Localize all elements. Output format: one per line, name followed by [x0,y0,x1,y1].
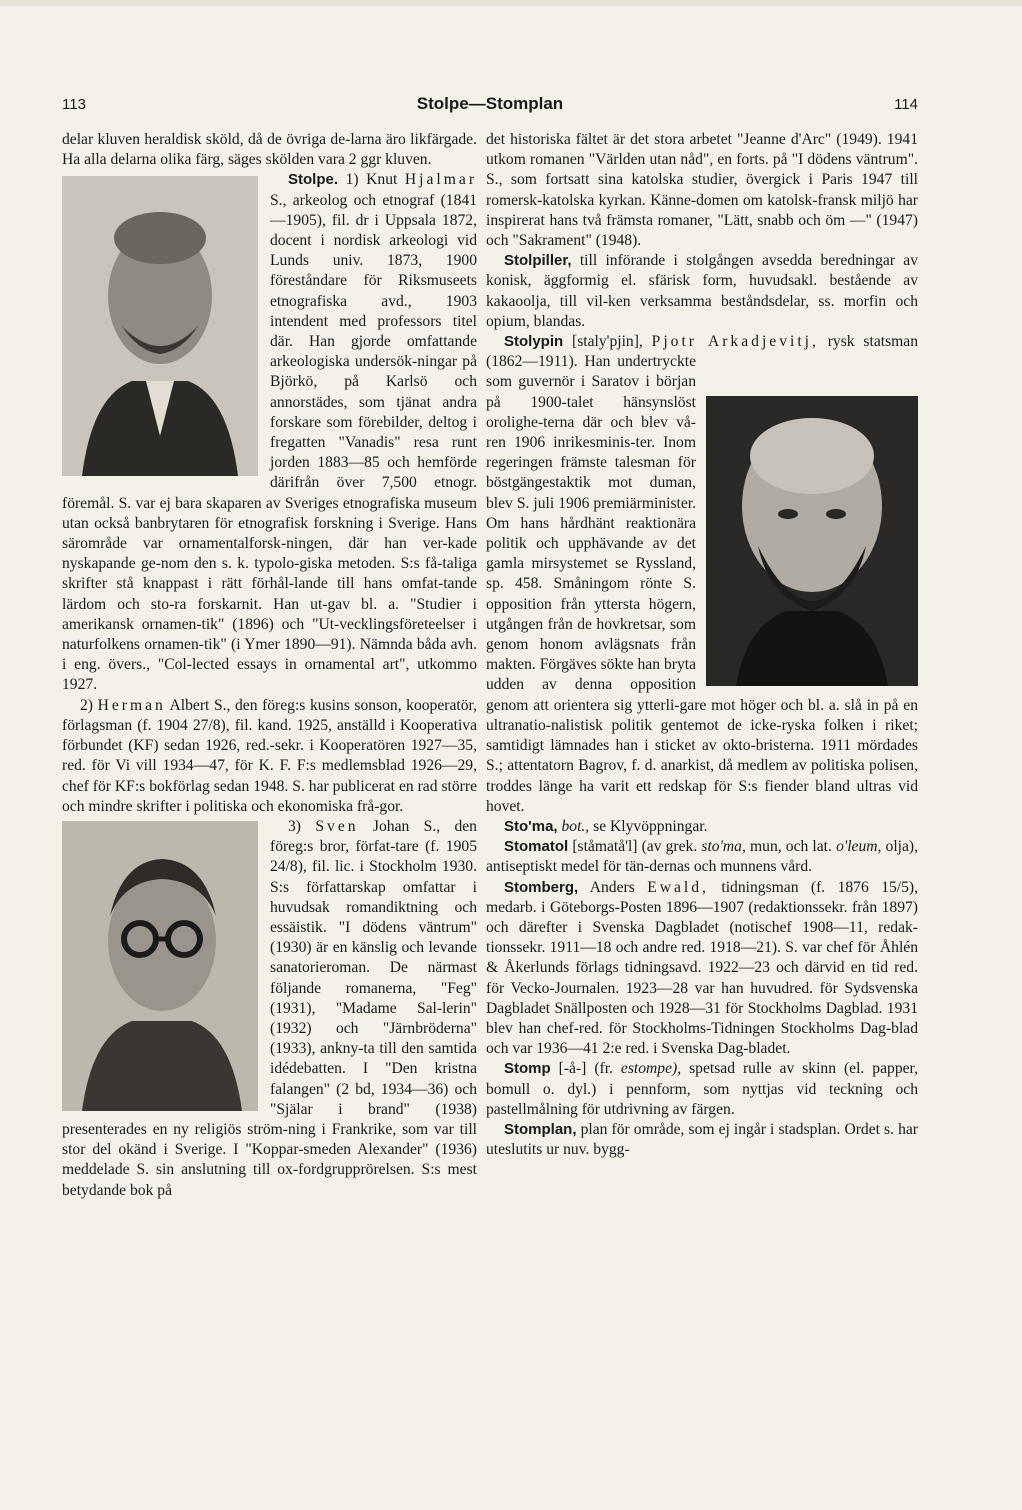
portrait-sven-stolpe [62,821,258,1111]
portrait-stolypin [706,396,918,686]
entry-stolpe-sven: 3) Sven Johan S., den föreg:s bror, förfat-tare (f. 1905 24/8), fil. lic. i Stockholm 1930. S:s författarskap omfattar i huvudsak romandiktning och essäistik. "I dödens väntrum" (1930) är en känslig och levande sanatorieroman. De närmast följande romanerna, "Feg" (1931), "Madame Sal-lerin" (1932) och "Järnbröderna" (1933), ankny-ta till den samtida idédebatten. I "Den kristna falangen" (2 bd, 1934—36) och "Själar i brand" (1938) presenterades en ny religiös ström-ning i Frankrike, som var till stor del okänd i Sverige. I "Koppar-smeden Alexander" (1936) meddelade S. sin anslutning till ox-fordgrupprörelsen. S:s mest betydande bok på [62,817,477,1199]
headword-stomplan: Stomplan, [504,1120,577,1138]
entry-stolpiller: Stolpiller, till införande i stolgången avsedda beredningar av konisk, äggformig el. sfärisk form, huvudsakl. bestående av kakaoolja, till vil-ken verksamma beståndsdelar, ss. morfin och opium, blandas. [486,252,918,330]
running-head: Stolpe—Stomplan [416,94,564,113]
portrait-hjalmar-stolpe [62,176,258,476]
headword-stoma: Sto'ma, [504,817,558,835]
entry-stolypin: Stolypin [staly'pjin], Pjotr Arkadjevitj, rysk statsman (1862—1911). Han undertryckte som guvernör i Saratov i början på 1900-talet hänsynslöst orolighe-terna där och blev vå-ren 1906 inrikesminis-ter. Inom regeringen främste talesman för böstgängestaktik mot duman, blev S. juli 1906 premiärminister. Om hans hårdhänt reaktionära politik och upphävande av det gamla mirsystemet se Ryssland, sp. 458. Småningom rönte S. opposition från yttersta högern, utgången från de hovkretsar, som genom honom avlägsnats från makten. Förgäves sökte han bryta udden av denna opposition genom att orientera sig ytterli-gare mot höger och bl. a. slå in på en ultranatio-nalistisk politik gentemot de icke-ryska folken i riket; samtidigt lämnades han i sticket av okto-bristerna. 1911 mördades S.; attentatorn Bagrov, f. d. anarkist, då medlem av politiska polisen, troddes länge ha varit ett redskap för S:s fiender bland ultras vid hovet. [486,333,918,815]
entry-stoma: Sto'ma, bot., se Klyvöppningar. [504,817,708,835]
entry-stomberg: Stomberg, Anders Ewald, tidningsman (f. 1876 15/5), medarb. i Göteborgs-Posten 1896—1907 (redaktionssekr. från 1897) och därefter i Svenska Dagbladet (notischef 1908—11, redak-tionssekr. 1911—18 och andre red. 1918—21). S. var chef för Åhlén & Åkerlunds förlags tidningsavd. 1922—23 och därvid en tid red. för Vecko-Journalen. 1923—28 var han huvudred. för Sydsvenska Dagbladet Snällposten och 1928—31 för Stockholms Dagblad. 1931 blev han chef-red. för Stockholms-Tidningen Stockholms Dag-blad och var 1936—41 2:e red. i Svenska Dag-bladet. [486,878,919,1058]
name-herman: Herman [97,696,166,714]
page-number-right: 114 [894,96,918,113]
headword-stolpe: Stolpe. [288,171,339,189]
entry-stolpe-herman: 2) Herman Albert S., den föreg:s kusins sonson, kooperatör, förlagsman (f. 1904 27/8), fil. kand. 1925, anställd i Kooperativa förbundet (KF) sedan 1926, red.-sekr. i Kooperatören 1927—35, red. för Vi vill 1934—47, för K. F. F:s medlemsblad 1926—29, chef för KF:s bokförlag sedan 1948. S. har publicerat en rad större och mindre skrifter i politiska och ekonomiska frå-gor. [62,696,477,815]
page-header [62,96,918,120]
paragraph-heraldik: delar kluven heraldisk sköld, då de övriga de-larna äro likfärgade. Ha alla delarna olika färg, säges skölden vara 2 ggr kluven. [62,131,477,169]
page-top-edge [0,0,1022,6]
entry-stolpe-hjalmar: Stolpe. 1) Knut Hjalmar S., arkeolog och etnograf (1841—1905), fil. dr i Uppsala 1872, docent i nordisk arkeologi vid Lunds univ. 1873, 1900 föreståndare för Riksmuseets etnografiska avd., 1903 intendent med professors titel där. Han gjorde omfattande arkeologiska undersök-ningar på Björkö, på Karlsö och annorstädes, som tjänat andra forskare som förebilder, deltog i fregatten "Vanadis" resa runt jorden 1883—85 och hemförde därifrån över 7,500 etnogr. föremål. S. var ej bara skaparen av Sveriges etnografiska museum utan också banbrytaren för etnografisk forskning i Sverige. Hans särområde var ornamentalforsk-ningen, där han ver-kade nyskapande ge-nom den s. k. typolo-giska metoden. S:s få-taliga skrifter stå knappast i rätt förhål-lande till hans omfat-tande lärdom och sto-ra forskarnit. Han ut-gav bl. a. "Studier i amerikansk ornamen-tik" (1896) och "Ut-vecklingsföreteelser i naturfolkens ornamen-tik" (i Ymer 1890—91). Nämnda båda avh. i eng. övers., "Col-lected essays in ornamental art", utkommo 1927. [62,171,478,694]
entry-stomatol: Stomatol [ståmatå'l] (av grek. sto'ma, mun, och lat. o'leum, olja), antiseptiskt medel för tän-dernas och munnens vård. [486,838,919,876]
paragraph-jeanne-darc: det historiska fältet är det stora arbetet "Jeanne d'Arc" (1949). 1941 utkom romanen "Världen utan nåd", en forts. på "I dödens väntrum". S., som fortsatt sina katolska studier, övergick i Paris 1947 till romersk-katolska kyrkan. Känne-domen om katolsk-fransk miljö har inspirerat hans två främsta romaner, "Lätt, snabb och öm —" (1947) och "Sakrament" (1948). [486,131,918,250]
name-hjalmar: Hjalmar [404,171,478,189]
right-column [486,130,918,1160]
headword-stomp: Stomp [504,1060,551,1078]
headword-stolypin: Stolypin [504,333,564,351]
name-sven: Sven [315,817,359,835]
name-ewald: Ewald, [647,878,709,896]
headword-stomatol: Stomatol [504,838,569,856]
entry-stomplan: Stomplan, plan för område, som ej ingår i stadsplan. Ordet s. har uteslutits ur nuv. bygg- [486,1120,918,1159]
page-number-left: 113 [62,96,86,113]
headword-stomberg: Stomberg, [504,878,579,896]
entry-stomp: Stomp [-å-] (fr. estompe), spetsad rulle av skinn (el. papper, bomull o. dyl.) i pennform, som nyttjas vid teckning och pastellmålning för utdrivning av färgen. [486,1060,919,1118]
headword-stolpiller: Stolpiller, [504,252,572,270]
name-pjotr-arkadjevitj: Pjotr Arkadjevitj, [651,333,819,351]
left-column [62,130,477,1201]
